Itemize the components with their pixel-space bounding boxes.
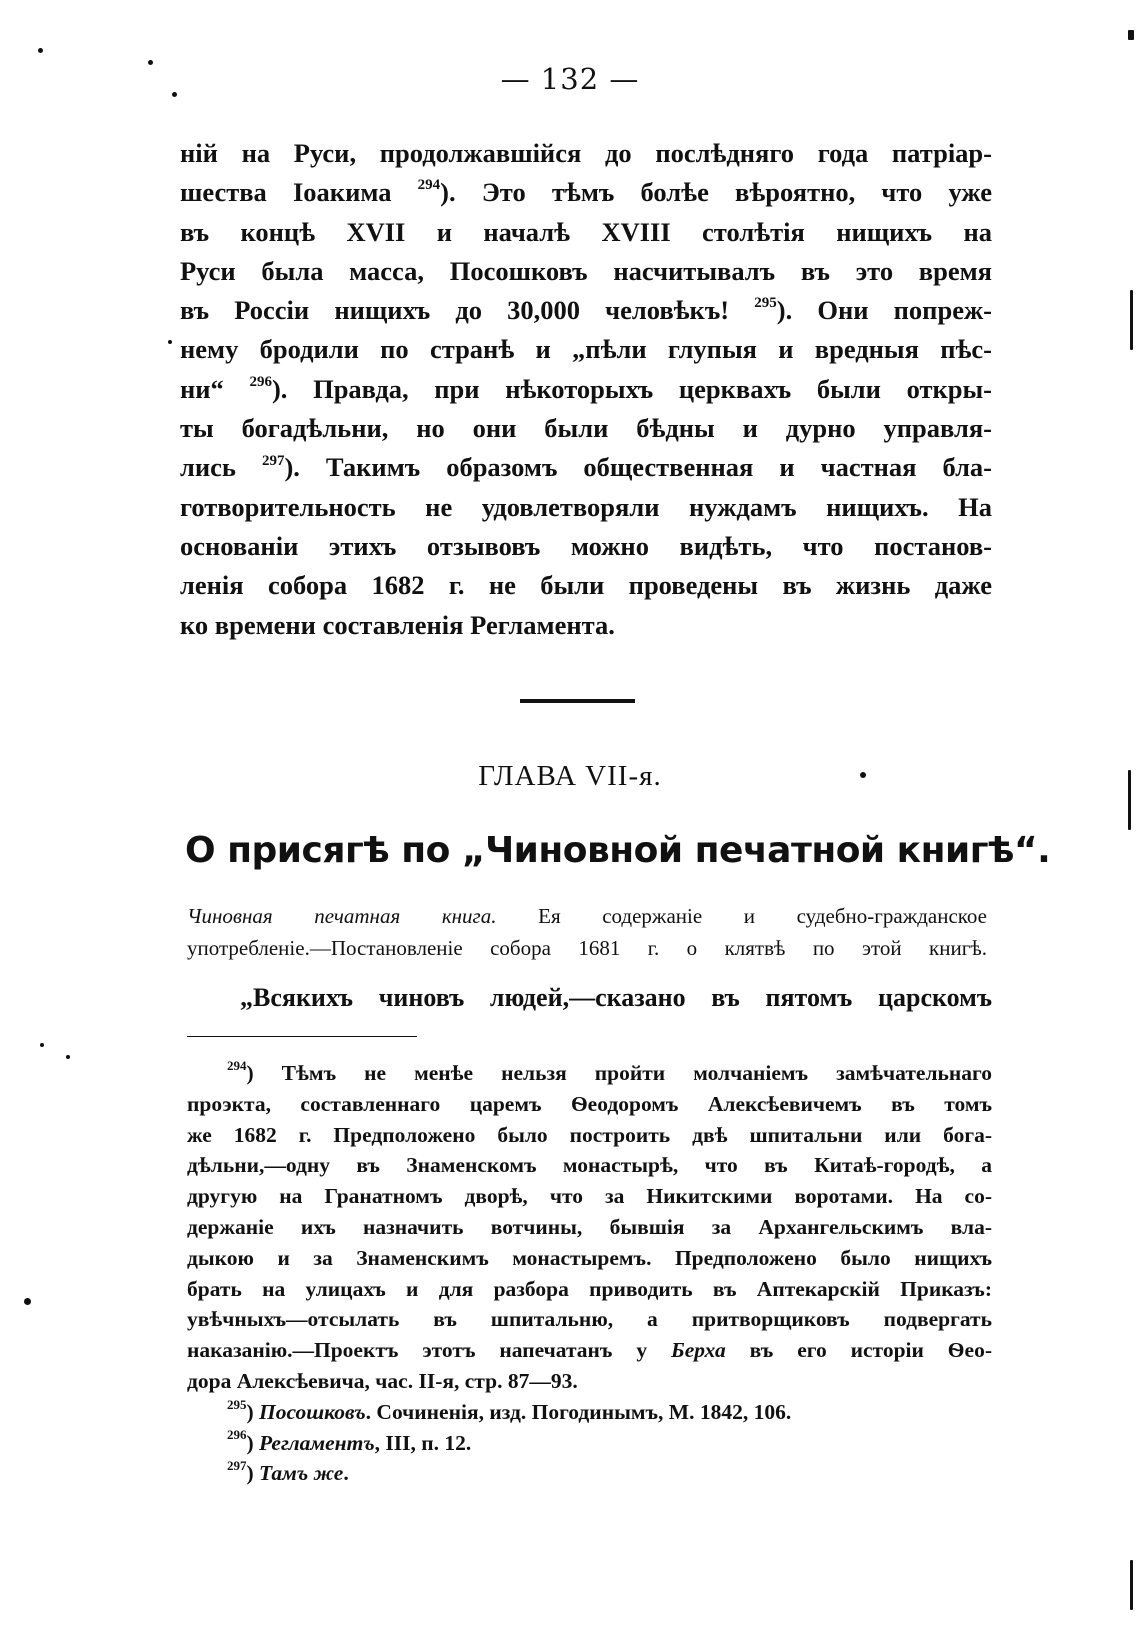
body-line: основаніи этихъ отзывовъ можно видѣть, что постанов- — [180, 530, 992, 561]
body-fragment: въ Россіи нищихъ до 30,000 человѣкъ! — [180, 295, 730, 326]
body-line — [180, 173, 992, 212]
footnote-ref[interactable]: 297 — [261, 452, 285, 469]
footnote-fragment: . Сочиненія, изд. Погодинымъ, М. 1842, 106. — [365, 1399, 792, 1424]
footnote-line: дыкою и за Знаменскимъ монастыремъ. Предположено было нищихъ — [187, 1245, 992, 1270]
scan-speck — [1130, 290, 1133, 350]
body-line — [180, 448, 992, 487]
chapter-heading: ГЛАВА VII-я. — [478, 760, 662, 792]
footnote-ref[interactable]: 295 — [754, 295, 777, 312]
body-fragment: ). Правда, при нѣкоторыхъ церквахъ были откры- — [271, 373, 993, 404]
scan-speck — [860, 772, 866, 778]
footnote-line: дора Алексѣевича, час. II-я, стр. 87—93. — [187, 1368, 578, 1393]
footnote-297: $^{297}$) Тамъ же. — [227, 1458, 349, 1486]
footnote-line: же 1682 г. Предположено было построить двѣ шпитальни или бога- — [187, 1122, 992, 1147]
footnote-line — [187, 1335, 992, 1366]
footnote-fragment: , III, п. 12. — [374, 1430, 472, 1455]
footnote-line: другую на Гранатномъ дворѣ, что за Никитскими воротами. На со- — [187, 1184, 992, 1209]
scan-speck — [66, 1055, 70, 1059]
body-fragment: лись — [180, 452, 236, 483]
scan-speck — [40, 1043, 44, 1047]
scan-speck — [1128, 770, 1131, 830]
footnote-mark: 296 — [227, 1427, 247, 1443]
body-fragment: ). Они попреж- — [776, 295, 992, 326]
scan-speck — [148, 60, 153, 65]
footnote-ref[interactable]: 296 — [249, 373, 272, 390]
body-fragment: ). Это тѣмъ болѣе вѣроятно, что уже — [440, 177, 992, 208]
footnote-line: держаніе ихъ назначить вотчины, бывшія за Архангельскимъ вла- — [187, 1214, 992, 1239]
footnote-mark: 294 — [227, 1057, 247, 1073]
footnotes — [187, 1058, 992, 1489]
body-line: ты богадѣльни, но они были бѣдны и дурно управля- — [180, 413, 992, 444]
chapter-title: О присягѣ по „Чиновной печатной книгѣ“. — [185, 830, 1051, 871]
body-line: ко времени составленія Регламента. — [180, 609, 615, 640]
footnote-italic: Регламентъ — [259, 1430, 375, 1455]
footnote-fragment: ) Тѣмъ не менѣе нельзя пройти молчаніемъ замѣчательнаго — [246, 1061, 992, 1085]
footnote-mark: 297 — [227, 1458, 247, 1474]
footnote-fragment: наказанію.—Проектъ этотъ напечатанъ у — [187, 1338, 672, 1363]
body-line — [180, 370, 992, 409]
summary-line: употребленіе.—Постановленіе собора 1681 г. о клятвѣ по этой книгѣ. — [187, 936, 987, 960]
footnote-rule — [187, 1036, 417, 1037]
scan-speck — [172, 92, 177, 97]
body-line: готворительность не удовлетворяли нуждамъ нищихъ. На — [180, 491, 992, 522]
body-fragment: ни“ — [180, 373, 224, 404]
footnote-italic: Посошковъ — [259, 1399, 366, 1424]
footnote-294 — [187, 1058, 992, 1089]
body-line: нему бродили по странѣ и „пѣли глупыя и вредныя пѣс- — [180, 334, 992, 365]
footnote-italic: Берха — [671, 1338, 726, 1363]
footnote-fragment: . — [343, 1461, 349, 1486]
footnote-296: $^{296}$) Регламентъ, III, п. 12. — [227, 1427, 472, 1455]
scan-speck — [168, 340, 172, 344]
footnote-line: увѣчныхъ—отсылать въ шпитальню, а притворщиковъ подвергать — [187, 1307, 992, 1332]
scan-speck — [1130, 1560, 1133, 1610]
page-number: — 132 — — [500, 62, 640, 96]
summary-line — [187, 900, 987, 932]
body-line: ній на Руси, продолжавшійся до послѣдняго года патріар- — [180, 138, 992, 168]
summary-fragment: Ея содержаніе и судебно-гражданское — [496, 904, 987, 928]
scan-speck — [1128, 30, 1134, 40]
body-line — [180, 291, 992, 330]
footnote-italic: Тамъ же — [259, 1461, 344, 1486]
section-divider — [520, 699, 635, 703]
scan-speck — [38, 48, 43, 53]
body-text — [180, 134, 992, 645]
scan-speck — [24, 1298, 31, 1305]
footnote-295: $^{295}$) Посошковъ. Сочиненія, изд. Погодинымъ, М. 1842, 106. — [227, 1396, 792, 1424]
body-fragment: шества Іоакима — [180, 177, 392, 208]
body-line: ленія собора 1682 г. не были проведены въ жизнь даже — [180, 570, 992, 601]
body-line: въ концѣ XVII и началѣ XVIII столѣтія нищихъ на — [180, 216, 992, 247]
chapter-summary — [187, 900, 987, 964]
chapter-opening-line: „Всякихъ чиновъ людей,—сказано въ пятомъ царскомъ — [240, 983, 992, 1012]
body-line: Руси была масса, Посошковъ насчитывалъ въ это время — [180, 255, 992, 286]
footnote-mark: 295 — [227, 1396, 247, 1412]
footnote-line: брать на улицахъ и для разбора приводить въ Аптекарскій Приказъ: — [187, 1276, 992, 1301]
footnote-ref[interactable]: 294 — [417, 177, 441, 194]
footnote-line: проэкта, составленнаго царемъ Ѳеодоромъ Алексѣевичемъ въ томъ — [187, 1091, 992, 1116]
body-fragment: ). Такимъ образомъ общественная и частная бла- — [284, 452, 993, 483]
footnote-line: дѣльни,—одну въ Знаменскомъ монастырѣ, что въ Китаѣ-городѣ, а — [187, 1153, 992, 1178]
summary-italic: Чиновная печатная книга. — [187, 904, 497, 928]
footnote-fragment: въ его исторіи Ѳео- — [725, 1338, 992, 1363]
